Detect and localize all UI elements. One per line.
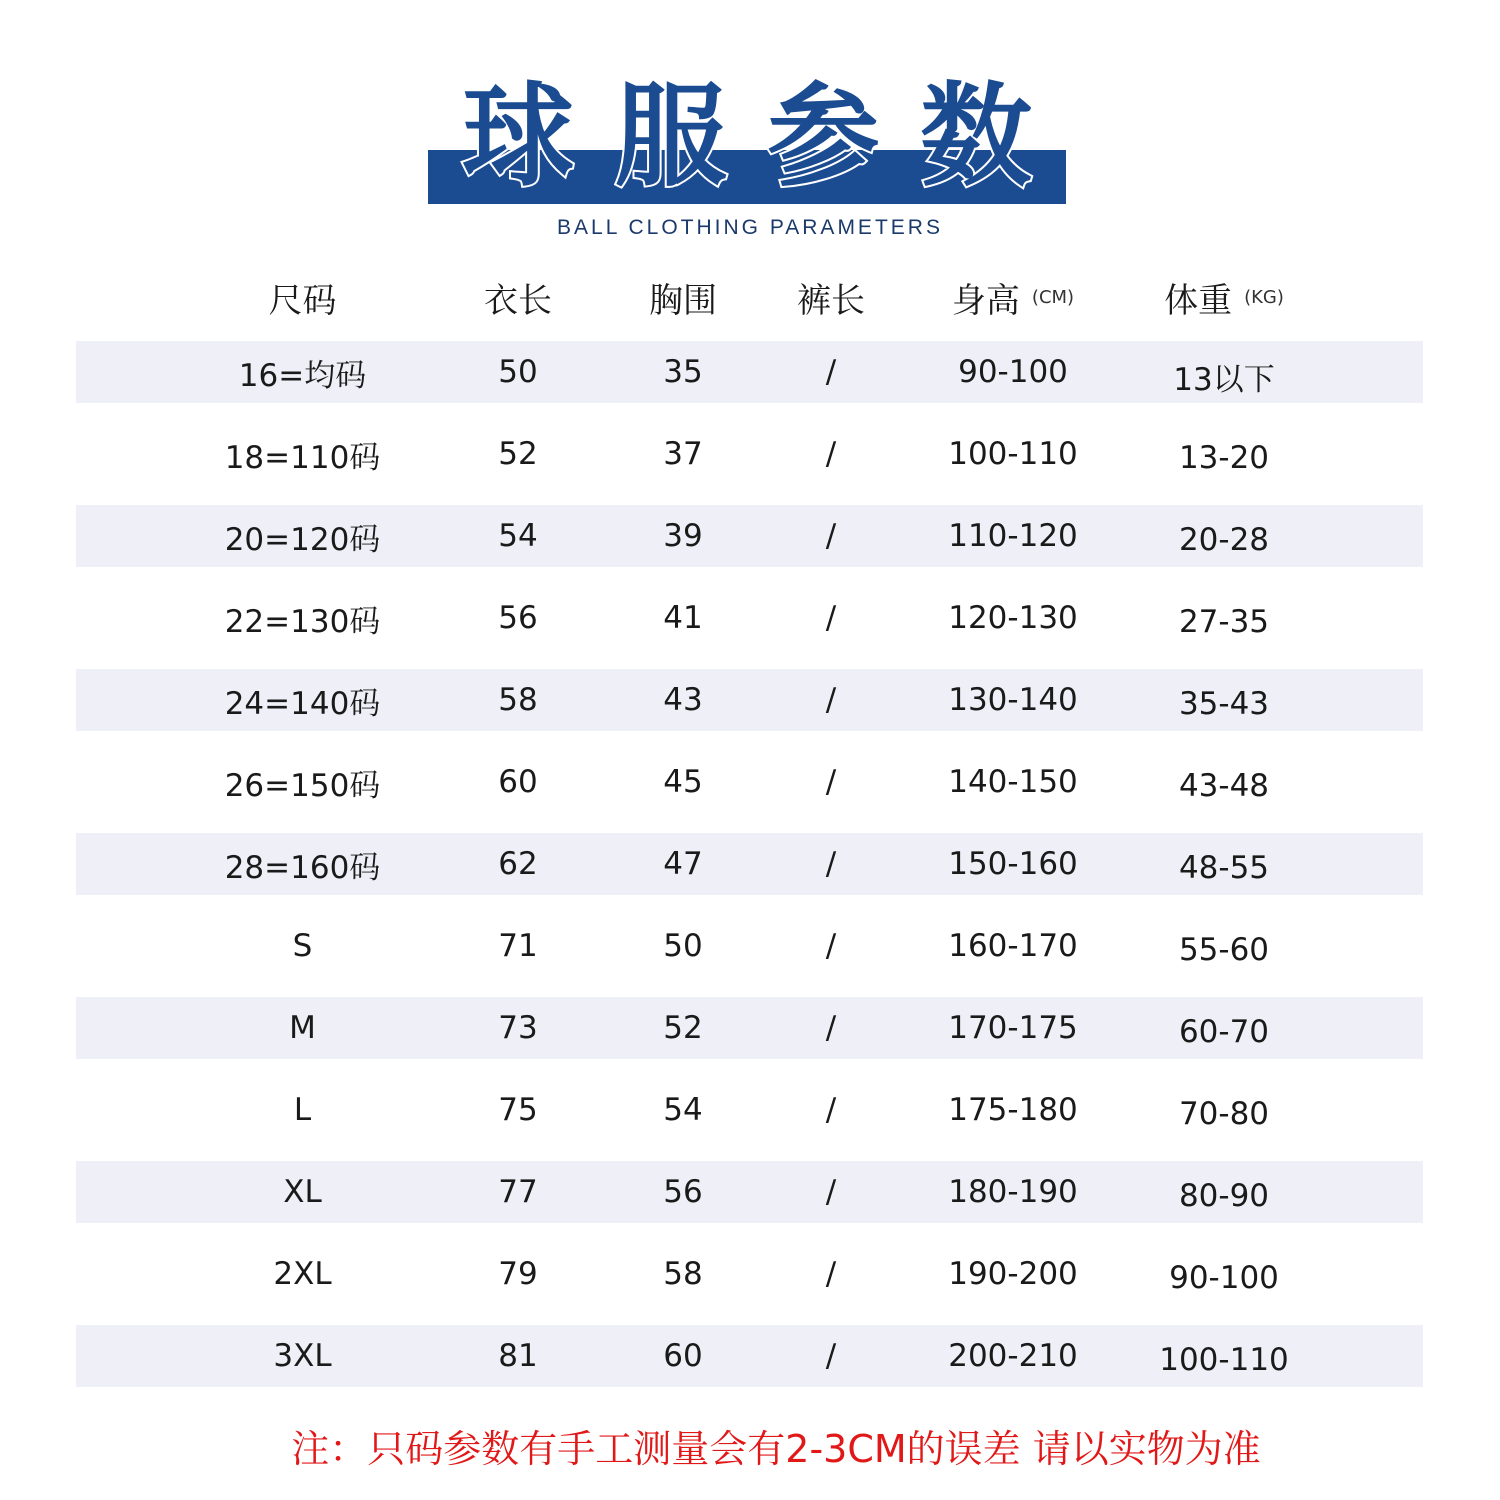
column-header-label: 衣长: [484, 280, 552, 321]
table-cell: 90-100: [1169, 1260, 1279, 1296]
table-cell: 3XL: [273, 1338, 332, 1374]
title-char: 球: [462, 72, 574, 202]
table-cell: M: [289, 1010, 316, 1046]
table-cell: 130-140: [948, 682, 1078, 718]
table-cell: S: [292, 928, 313, 964]
table-cell: 50: [663, 928, 703, 964]
column-header: [1146, 265, 1302, 329]
table-cell: 60: [663, 1338, 703, 1374]
title-char: 参: [767, 72, 880, 202]
column-header-label: 体重: [1164, 280, 1233, 321]
column-header-unit: (CM): [1031, 286, 1075, 308]
table-cell: 150-160: [948, 846, 1078, 882]
table-cell: 180-190: [948, 1174, 1078, 1210]
table-row: [76, 1243, 1423, 1305]
table-cell: /: [825, 764, 837, 800]
table-cell: 75: [498, 1092, 538, 1128]
column-header-label: 裤长: [797, 280, 865, 321]
table-cell: 73: [498, 1010, 538, 1046]
table-cell: 58: [498, 682, 538, 718]
page-subtitle: BALL CLOTHING PARAMETERS: [557, 216, 943, 239]
table-row: [76, 1325, 1423, 1387]
column-header: [938, 265, 1088, 329]
page-title: [428, 72, 1066, 202]
table-cell: 43: [663, 682, 703, 718]
table-cell: 56: [498, 600, 538, 636]
table-cell: 100-110: [948, 436, 1078, 472]
table-cell: /: [825, 682, 837, 718]
table-cell: 54: [498, 518, 538, 554]
table-cell: /: [825, 354, 837, 390]
table-cell: 80-90: [1178, 1178, 1270, 1214]
table-cell: 47: [663, 846, 703, 882]
table-cell: L: [293, 1092, 312, 1128]
table-cell: 16=均码: [238, 357, 367, 394]
table-cell: 48-55: [1178, 850, 1270, 886]
table-row: [76, 341, 1423, 403]
measurement-note: 注：只码参数有手工测量会有2-3CM的误差 请以实物为准: [291, 1427, 1261, 1471]
table-cell: /: [825, 846, 837, 882]
table-cell: /: [825, 1256, 837, 1292]
table-row: [76, 505, 1423, 567]
column-header-label: 尺码: [268, 280, 337, 321]
table-row: [76, 1079, 1423, 1141]
table-row: [76, 833, 1423, 895]
title-banner: [0, 0, 1500, 260]
column-header-unit: (KG): [1244, 286, 1284, 308]
table-cell: 13以下: [1173, 361, 1275, 398]
column-header: [196, 265, 409, 329]
table-cell: XL: [283, 1174, 322, 1210]
table-cell: 170-175: [948, 1010, 1078, 1046]
table-row: [76, 997, 1423, 1059]
table-cell: 71: [498, 928, 538, 964]
table-cell: 100-110: [1159, 1342, 1289, 1378]
title-char: 数: [919, 72, 1032, 202]
column-header: [761, 265, 901, 329]
table-cell: 190-200: [948, 1256, 1078, 1292]
table-cell: 175-180: [948, 1092, 1078, 1128]
table-cell: 20=120码: [224, 521, 381, 558]
table-cell: /: [825, 1338, 837, 1374]
table-cell: 200-210: [948, 1338, 1078, 1374]
table-cell: /: [825, 1092, 837, 1128]
table-cell: 52: [498, 436, 538, 472]
column-header: [448, 265, 588, 329]
table-cell: 77: [498, 1174, 538, 1210]
table-cell: 2XL: [273, 1256, 332, 1292]
table-cell: /: [825, 928, 837, 964]
table-header: [76, 265, 1423, 329]
table-cell: 37: [663, 436, 703, 472]
title-char: 服: [614, 72, 727, 202]
column-header: [613, 265, 753, 329]
table-cell: 41: [663, 600, 703, 636]
table-cell: /: [825, 518, 837, 554]
table-cell: 81: [498, 1338, 538, 1374]
table-cell: 58: [663, 1256, 703, 1292]
table-cell: 20-28: [1178, 522, 1270, 558]
table-cell: 55-60: [1178, 932, 1270, 968]
table-cell: 52: [663, 1010, 703, 1046]
table-cell: 62: [498, 846, 538, 882]
table-row: [76, 423, 1423, 485]
column-header-label: 胸围: [649, 280, 717, 321]
table-cell: 18=110码: [224, 439, 381, 476]
table-cell: 160-170: [948, 928, 1078, 964]
table-cell: 50: [498, 354, 538, 390]
table-cell: /: [825, 600, 837, 636]
table-cell: 56: [663, 1174, 703, 1210]
table-cell: 70-80: [1178, 1096, 1270, 1132]
table-cell: 35: [663, 354, 703, 390]
table-cell: 27-35: [1178, 604, 1270, 640]
table-cell: /: [825, 1174, 837, 1210]
table-row: [76, 669, 1423, 731]
table-cell: 60: [498, 764, 538, 800]
column-header-label: 身高: [951, 280, 1020, 321]
table-cell: 140-150: [948, 764, 1078, 800]
table-cell: 120-130: [948, 600, 1078, 636]
table-cell: 13-20: [1178, 440, 1270, 476]
table-row: [76, 1161, 1423, 1223]
table-cell: 79: [498, 1256, 538, 1292]
table-cell: 24=140码: [224, 685, 381, 722]
table-cell: 54: [663, 1092, 703, 1128]
table-row: [76, 751, 1423, 813]
table-cell: 35-43: [1178, 686, 1270, 722]
table-cell: /: [825, 436, 837, 472]
table-cell: 110-120: [948, 518, 1078, 554]
size-table: [76, 341, 1423, 1407]
table-cell: 90-100: [958, 354, 1068, 390]
table-cell: /: [825, 1010, 837, 1046]
table-row: [76, 587, 1423, 649]
table-cell: 26=150码: [224, 767, 381, 804]
table-cell: 43-48: [1178, 768, 1270, 804]
table-cell: 60-70: [1178, 1014, 1270, 1050]
table-cell: 28=160码: [224, 849, 381, 886]
table-row: [76, 915, 1423, 977]
table-cell: 22=130码: [224, 603, 381, 640]
table-cell: 45: [663, 764, 703, 800]
table-cell: 39: [663, 518, 703, 554]
